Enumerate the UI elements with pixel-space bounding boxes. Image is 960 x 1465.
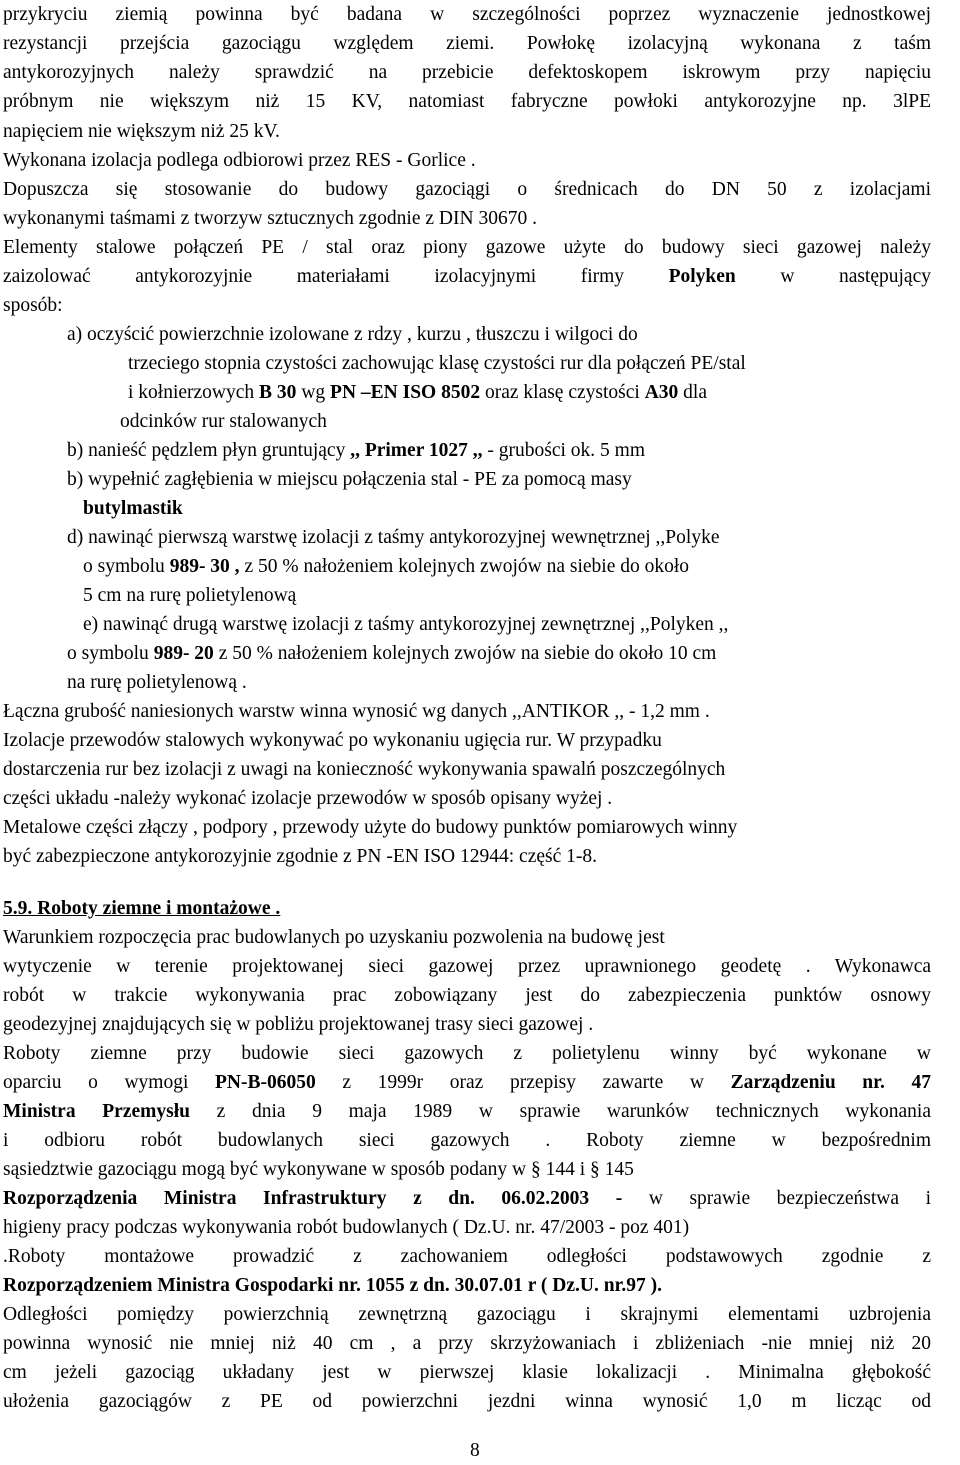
text-run: Elementy stalowe połączeń PE / stal oraz piony gazowe użyte do budowy sieci gazowej należy	[3, 237, 931, 258]
text-run: antykorozyjnych należy sprawdzić na przebicie defektoskopem iskrowym przy napięciu	[3, 62, 931, 83]
text-run: Izolacje przewodów stalowych wykonywać po wykonaniu ugięcia rur. W przypadku	[3, 730, 662, 751]
text-run: odcinków rur stalowanych	[120, 411, 327, 432]
text-line	[3, 175, 931, 204]
text-run: Warunkiem rozpoczęcia prac budowlanych po uzyskaniu pozwolenia na budowę jest	[3, 927, 665, 948]
text-run: sposób:	[3, 295, 63, 316]
text-run: Roboty ziemne przy budowie sieci gazowych z polietylenu winny być wykonane w	[3, 1043, 931, 1064]
text-run: i odbioru robót budowlanych sieci gazowych . Roboty ziemne w bezpośrednim	[3, 1130, 931, 1151]
text-line	[3, 1068, 931, 1097]
text-line	[3, 894, 280, 923]
text-line	[120, 407, 327, 436]
text-run: butylmastik	[83, 498, 183, 519]
text-run: Rozporządzenia Ministra Infrastruktury z dn. 06.02.2003 -	[3, 1188, 623, 1209]
text-line	[67, 465, 632, 494]
text-run: 5.9. Roboty ziemne i montażowe .	[3, 898, 281, 919]
text-line	[3, 0, 931, 29]
text-run: dostarczenia rur bez izolacji z uwagi na konieczność wykonywania spawalń poszczególnych	[3, 759, 726, 780]
text-run: części układu -należy wykonać izolacje przewodów w sposób opisany wyżej .	[3, 788, 613, 809]
text-run: a) oczyścić powierzchnie izolowane z rdzy , kurzu , tłuszczu i wilgoci do	[67, 324, 638, 345]
text-run: wykonanymi taśmami z tworzyw sztucznych zgodnie z DIN 30670 .	[3, 208, 537, 229]
text-line	[67, 436, 645, 465]
text-line	[3, 87, 931, 116]
text-line	[67, 320, 638, 349]
text-run: Łączna grubość naniesionych warstw winna wynosić wg danych ,,ANTIKOR ,, - 1,2 mm .	[3, 701, 710, 722]
text-line	[3, 842, 597, 871]
text-line	[83, 552, 689, 581]
text-line	[67, 668, 247, 697]
text-run: B 30	[259, 382, 297, 403]
text-line	[3, 1300, 931, 1329]
page-number: 8	[470, 1440, 480, 1461]
text-line	[3, 117, 280, 146]
text-line	[3, 1242, 931, 1271]
text-run: Rozporządzeniem Ministra Gospodarki nr. 1055 z dn. 30.07.01 r ( Dz.U. nr.97 ).	[3, 1275, 663, 1296]
text-run: A30	[644, 382, 679, 403]
text-run: rezystancji przejścia gazociągu względem ziemi. Powłokę izolacyjną wykonana z taśm	[3, 33, 931, 54]
text-line	[3, 1097, 931, 1126]
text-run: w sprawie bezpieczeństwa i	[622, 1188, 931, 1209]
text-line	[3, 1387, 931, 1416]
text-run: ,, Primer 1027 ,,	[350, 440, 483, 461]
text-run: trzeciego stopnia czystości zachowując klasę czystości rur dla połączeń PE/stal	[128, 353, 746, 374]
text-run: zaizolować antykorozyjnie materiałami izolacyjnymi firmy	[3, 266, 669, 287]
text-line	[3, 923, 665, 952]
text-run: - grubości ok. 5 mm	[482, 440, 645, 461]
text-run: o symbolu	[83, 556, 170, 577]
text-run: być zabezpieczone antykorozyjnie zgodnie z PN -EN ISO 12944: część 1-8.	[3, 846, 597, 867]
text-run: cm jeżeli gazociąg układany jest w pierwszej klasie lokalizacji . Minimalna głębokość	[3, 1362, 931, 1383]
text-run: z 50 % nałożeniem kolejnych zwojów na siebie do około	[239, 556, 690, 577]
text-run: ułożenia gazociągów z PE od powierzchni jezdni winna wynosić 1,0 m licząc od	[3, 1391, 931, 1412]
text-run: wg	[296, 382, 331, 403]
text-line	[3, 981, 931, 1010]
text-run: przykryciu ziemią powinna być badana w szczególności poprzez wyznaczenie jednostkowej	[3, 4, 931, 25]
text-line	[83, 581, 296, 610]
text-run: na rurę polietylenową .	[67, 672, 247, 693]
text-line	[3, 1039, 931, 1068]
text-line	[3, 1271, 662, 1300]
text-run: z 1999r oraz przepisy zawarte w	[315, 1072, 731, 1093]
text-run: Metalowe części złączy , podpory , przewody użyte do budowy punktów pomiarowych winny	[3, 817, 738, 838]
text-line	[3, 952, 931, 981]
text-run: e) nawinąć drugą warstwę izolacji z taśmy antykorozyjnej zewnętrznej ,,Polyken ,,	[83, 614, 729, 635]
text-run: o symbolu	[67, 643, 154, 664]
text-line	[3, 1184, 931, 1213]
text-run: 989- 20	[153, 643, 214, 664]
text-run: higieny pracy podczas wykonywania robót budowlanych ( Dz.U. nr. 47/2003 - poz 401)	[3, 1217, 690, 1238]
text-line	[3, 1358, 931, 1387]
text-run: próbnym nie większym niż 15 KV, natomiast fabryczne powłoki antykorozyjne np. 3lPE	[3, 91, 931, 112]
text-line	[3, 262, 931, 291]
text-line	[128, 378, 707, 407]
text-run: z dnia 9 maja 1989 w sprawie warunków technicznych wykonania	[189, 1101, 931, 1122]
text-run: oraz klasę czystości	[480, 382, 645, 403]
text-run: 5 cm na rurę polietylenową	[83, 585, 297, 606]
text-line	[3, 813, 737, 842]
text-line	[128, 349, 746, 378]
text-line	[67, 523, 719, 552]
text-line	[3, 697, 710, 726]
text-line	[3, 233, 931, 262]
text-run: Odległości pomiędzy powierzchnią zewnętrzną gazociągu i skrajnymi elementami uzbrojenia	[3, 1304, 931, 1325]
text-run: Zarządzeniu nr. 47	[730, 1072, 932, 1093]
text-line	[83, 494, 183, 523]
text-line	[3, 1329, 931, 1358]
text-line	[83, 610, 728, 639]
text-run: PN –EN ISO 8502	[330, 382, 481, 403]
text-run: d) nawinąć pierwszą warstwę izolacji z taśmy antykorozyjnej wewnętrznej ,,Polyke	[67, 527, 720, 548]
text-line	[3, 755, 725, 784]
text-run: PN-B-06050	[215, 1072, 316, 1093]
text-line	[3, 291, 63, 320]
text-run: z 50 % nałożeniem kolejnych zwojów na siebie do około 10 cm	[213, 643, 717, 664]
text-line	[3, 784, 612, 813]
text-line	[67, 639, 716, 668]
text-line	[3, 1213, 689, 1242]
text-run: w następujący	[735, 266, 931, 287]
text-line	[3, 204, 537, 233]
text-run: Polyken	[668, 266, 736, 287]
text-run: .Roboty montażowe prowadzić z zachowaniem odległości podstawowych zgodnie z	[3, 1246, 931, 1267]
text-line	[3, 58, 931, 87]
text-run: powinna wynosić nie mniej niż 40 cm , a przy skrzyżowaniach i zbliżeniach -nie mniej niż 20	[3, 1333, 931, 1354]
text-run: wytyczenie w terenie projektowanej sieci gazowej przez uprawnionego geodetę . Wykonawca	[3, 956, 931, 977]
text-run: b) wypełnić zagłębienia w miejscu połączenia stal - PE za pomocą masy	[67, 469, 632, 490]
text-run: 989- 30 ,	[169, 556, 240, 577]
text-line	[3, 29, 931, 58]
text-run: i kołnierzowych	[128, 382, 260, 403]
text-run: b) nanieść pędzlem płyn gruntujący	[67, 440, 351, 461]
text-run: Wykonana izolacja podlega odbiorowi przez RES - Gorlice .	[3, 150, 476, 171]
text-line	[3, 1010, 593, 1039]
text-line	[3, 1155, 634, 1184]
text-run: Dopuszcza się stosowanie do budowy gazociągi o średnicach do DN 50 z izolacjami	[3, 179, 931, 200]
text-run: sąsiedztwie gazociągu mogą być wykonywane w sposób podany w § 144 i § 145	[3, 1159, 634, 1180]
text-line	[3, 146, 476, 175]
text-run: Ministra Przemysłu	[3, 1101, 190, 1122]
text-run: geodezyjnej znajdujących się w pobliżu projektowanej trasy sieci gazowej .	[3, 1014, 594, 1035]
text-run: dla	[678, 382, 707, 403]
text-line	[3, 726, 662, 755]
text-run: robót w trakcie wykonywania prac zobowiązany jest do zabezpieczenia punktów osnowy	[3, 985, 931, 1006]
text-run: napięciem nie większym niż 25 kV.	[3, 121, 280, 142]
text-line	[3, 1126, 931, 1155]
text-run: oparciu o wymogi	[3, 1072, 216, 1093]
